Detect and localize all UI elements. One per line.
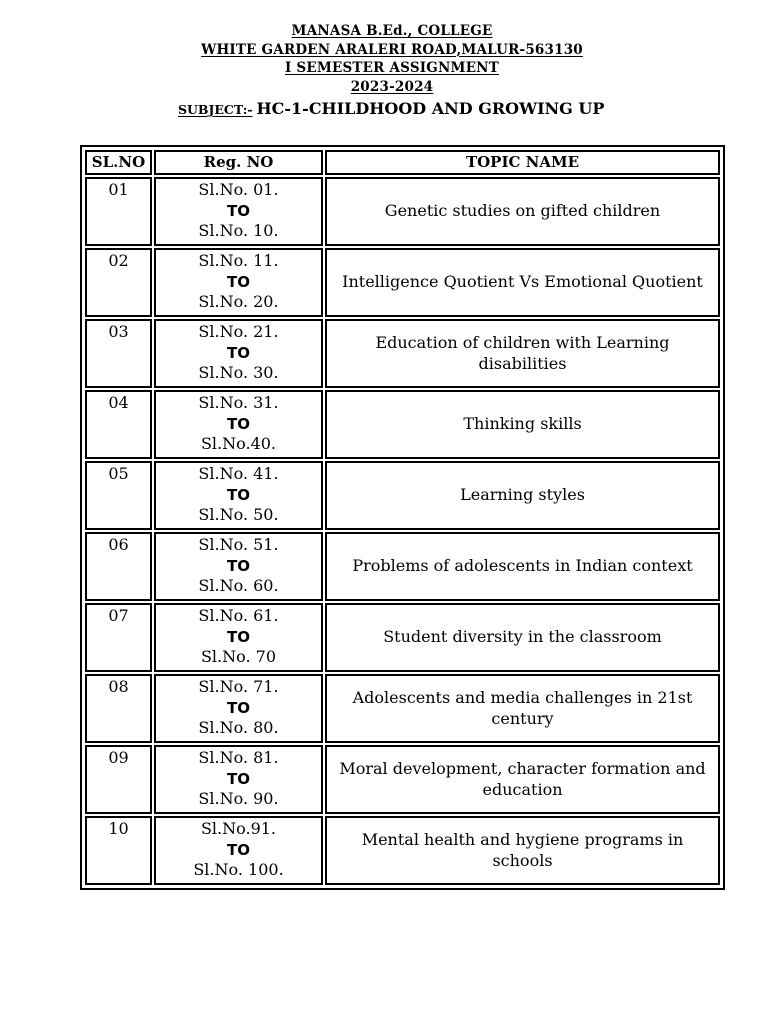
assignment-table-frame — [80, 145, 725, 890]
reg-no-cell — [154, 674, 323, 743]
table-row — [85, 390, 720, 459]
reg-from: Sl.No. 31. — [198, 393, 279, 412]
table-row — [85, 319, 720, 388]
table-row — [85, 177, 720, 246]
table-row — [85, 248, 720, 317]
reg-to: TO — [227, 698, 250, 717]
reg-from: Sl.No. 01. — [198, 180, 279, 199]
reg-until: Sl.No. 90. — [198, 789, 279, 808]
sl-no-cell: 09 — [85, 745, 152, 814]
academic-year: 2023-2024 — [350, 78, 434, 95]
sl-no-cell: 02 — [85, 248, 152, 317]
reg-until: Sl.No. 50. — [198, 505, 279, 524]
column-header-topic-name: TOPIC NAME — [325, 150, 720, 175]
reg-until: Sl.No. 10. — [198, 221, 279, 240]
reg-no-cell — [154, 248, 323, 317]
reg-until: Sl.No.40. — [200, 434, 277, 453]
table-row — [85, 603, 720, 672]
reg-until: Sl.No. 30. — [198, 363, 279, 382]
table-row — [85, 461, 720, 530]
topic-name-cell: Genetic studies on gifted children — [325, 177, 720, 246]
topic-name-cell: Learning styles — [325, 461, 720, 530]
reg-to: TO — [227, 627, 250, 646]
reg-to: TO — [227, 769, 250, 788]
reg-from: Sl.No. 21. — [198, 322, 279, 341]
sl-no-cell: 10 — [85, 816, 152, 885]
subject-value: HC-1-CHILDHOOD AND GROWING UP — [256, 99, 605, 118]
column-header-reg-no: Reg. NO — [154, 150, 323, 175]
sl-no-cell: 03 — [85, 319, 152, 388]
subject-label: SUBJECT:- — [178, 102, 253, 117]
reg-until: Sl.No. 80. — [198, 718, 279, 737]
table-row — [85, 745, 720, 814]
reg-from: Sl.No. 11. — [198, 251, 279, 270]
reg-no-cell — [154, 603, 323, 672]
reg-from: Sl.No. 71. — [198, 677, 279, 696]
reg-to: TO — [227, 414, 250, 433]
topic-name-cell: Problems of adolescents in Indian context — [325, 532, 720, 601]
reg-to: TO — [227, 201, 250, 220]
topic-name-cell: Intelligence Quotient Vs Emotional Quotient — [325, 248, 720, 317]
reg-no-cell — [154, 319, 323, 388]
topic-name-cell: Moral development, character formation and education — [325, 745, 720, 814]
reg-from: Sl.No. 41. — [198, 464, 279, 483]
topic-name-cell: Thinking skills — [325, 390, 720, 459]
reg-to: TO — [227, 485, 250, 504]
reg-to: TO — [227, 556, 250, 575]
table-body — [85, 177, 720, 885]
table-row — [85, 816, 720, 885]
sl-no-cell: 04 — [85, 390, 152, 459]
sl-no-cell: 01 — [85, 177, 152, 246]
topic-name-cell: Education of children with Learning disabilities — [325, 319, 720, 388]
reg-from: Sl.No. 51. — [198, 535, 279, 554]
reg-to: TO — [227, 272, 250, 291]
reg-until: Sl.No. 100. — [193, 860, 284, 879]
sl-no-cell: 06 — [85, 532, 152, 601]
sl-no-cell: 07 — [85, 603, 152, 672]
topic-name-cell: Student diversity in the classroom — [325, 603, 720, 672]
college-name: MANASA B.Ed., COLLEGE — [291, 23, 493, 39]
table-row — [85, 674, 720, 743]
sl-no-cell: 05 — [85, 461, 152, 530]
document-header — [0, 22, 768, 96]
reg-from: Sl.No. 61. — [198, 606, 279, 625]
reg-no-cell — [154, 390, 323, 459]
reg-until: Sl.No. 70 — [200, 647, 277, 666]
subject-line — [178, 99, 604, 118]
table-row — [85, 532, 720, 601]
reg-until: Sl.No. 20. — [198, 292, 279, 311]
sl-no-cell: 08 — [85, 674, 152, 743]
table-header-row — [85, 150, 720, 175]
topic-name-cell: Mental health and hygiene programs in schools — [325, 816, 720, 885]
reg-no-cell — [154, 745, 323, 814]
reg-no-cell — [154, 461, 323, 530]
topic-name-cell: Adolescents and media challenges in 21st century — [325, 674, 720, 743]
reg-to: TO — [227, 840, 250, 859]
reg-until: Sl.No. 60. — [198, 576, 279, 595]
reg-from: Sl.No.91. — [200, 819, 277, 838]
college-address: WHITE GARDEN ARALERI ROAD,MALUR-563130 — [201, 41, 583, 58]
reg-from: Sl.No. 81. — [198, 748, 279, 767]
semester-title: I SEMESTER ASSIGNMENT — [285, 60, 499, 76]
reg-no-cell — [154, 532, 323, 601]
reg-no-cell — [154, 177, 323, 246]
assignment-table — [83, 148, 722, 887]
column-header-sl-no: SL.NO — [85, 150, 152, 175]
reg-no-cell — [154, 816, 323, 885]
reg-to: TO — [227, 343, 250, 362]
